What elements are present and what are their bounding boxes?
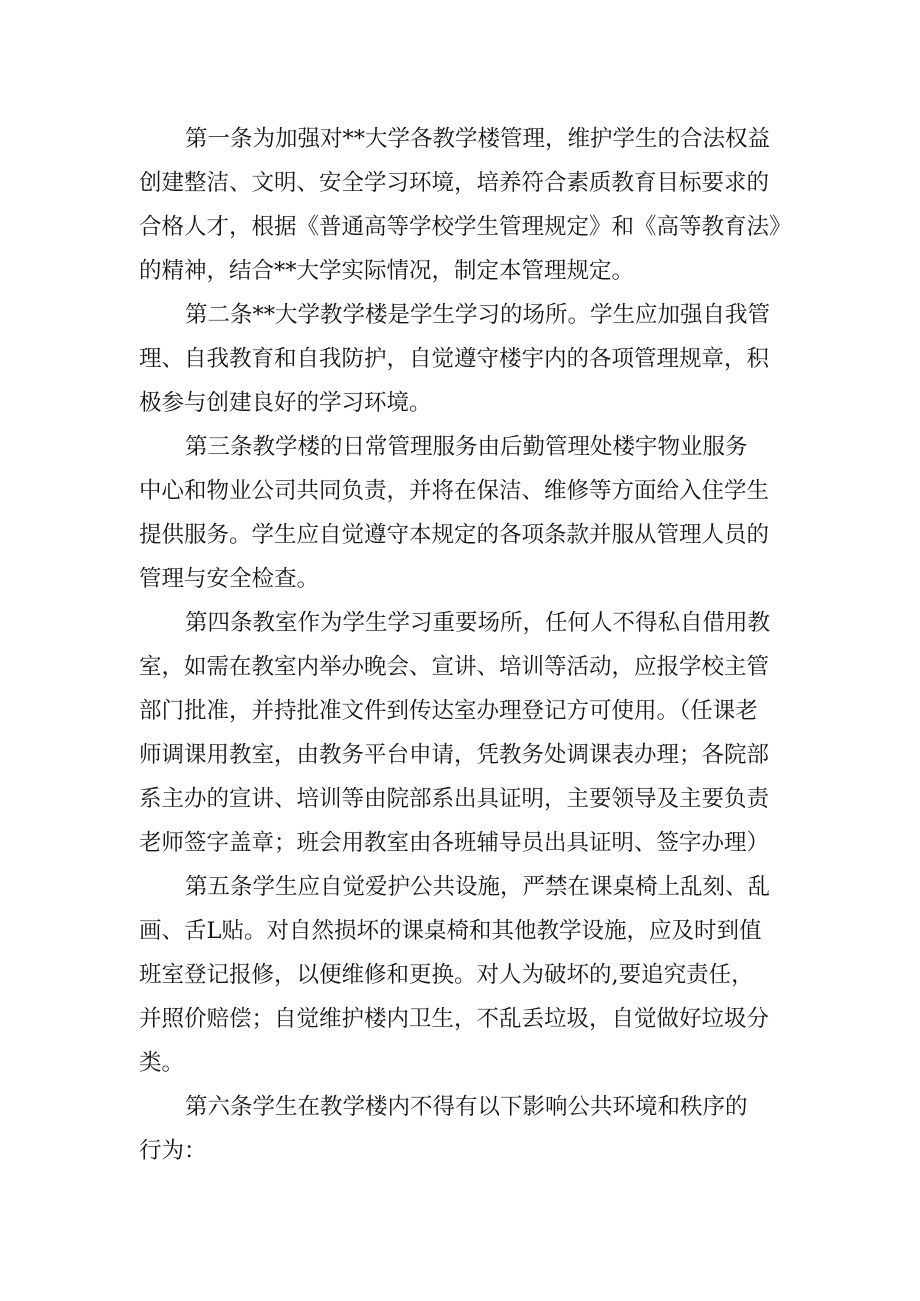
article-3: [139, 426, 799, 592]
article-line: 师调课用教室，由教务平台申请，凭教务处调课表办理；各院部: [139, 742, 770, 768]
article-line: 类。: [139, 1050, 185, 1076]
article-line: 第三条教学楼的日常管理服务由后勤管理处楼宇物业服务: [185, 434, 748, 460]
article-line: 理、自我教育和自我防护，自觉遵守楼宇内的各项管理规章，积: [139, 346, 770, 372]
article-line: 创建整洁、文明、安全学习环境，培养符合素质教育目标要求的: [139, 170, 770, 196]
article-line: 合格人才，根据《普通高等学校学生管理规定》和《高等教育法》: [139, 214, 792, 240]
article-line: 系主办的宣讲、培训等由院部系出具证明，主要领导及主要负责: [139, 786, 770, 812]
article-line: 管理与安全检查。: [139, 566, 320, 592]
article-6: [139, 1086, 799, 1190]
article-4: [139, 602, 799, 856]
article-line: 第五条学生应自觉爱护公共设施，严禁在课桌椅上乱刻、乱: [185, 874, 771, 900]
article-5: [139, 866, 799, 1076]
article-line: 第二条**大学教学楼是学生学习的场所。学生应加强自我管: [185, 302, 771, 328]
article-line: 老师签字盖章；班会用教室由各班辅导员出具证明、签字办理）: [139, 830, 770, 856]
article-line: 提供服务。学生应自觉遵守本规定的各项条款并服从管理人员的: [139, 522, 770, 548]
article-line: 中心和物业公司共同负责，并将在保洁、维修等方面给入住学生: [139, 478, 770, 504]
article-line: 画、舌L贴。对自然损坏的课桌椅和其他教学设施，应及时到值: [139, 918, 762, 944]
article-line: 部门批准，并持批准文件到传达室办理登记方可使用。（任课老: [139, 698, 758, 724]
article-line: 班室登记报修，以便维修和更换。对人为破坏的,要追究责任，: [139, 962, 754, 988]
article-1: [139, 118, 799, 284]
article-line: 并照价赔偿；自觉维护楼内卫生，不乱丢垃圾，自觉做好垃圾分: [139, 1006, 770, 1032]
article-line: 行为：: [139, 1138, 207, 1164]
article-line: 室，如需在教室内举办晚会、宣讲、培训等活动，应报学校主管: [139, 654, 770, 680]
article-line: 的精神，结合**大学实际情况，制定本管理规定。: [139, 258, 635, 284]
article-line: 极参与创建良好的学习环境。: [139, 390, 432, 416]
article-line: 第六条学生在教学楼内不得有以下影响公共环境和秩序的: [185, 1094, 748, 1120]
article-2: [139, 294, 799, 424]
article-line: 第一条为加强对**大学各教学楼管理，维护学生的合法权益: [185, 126, 771, 152]
article-line: 第四条教室作为学生学习重要场所，任何人不得私自借用教: [185, 610, 771, 636]
